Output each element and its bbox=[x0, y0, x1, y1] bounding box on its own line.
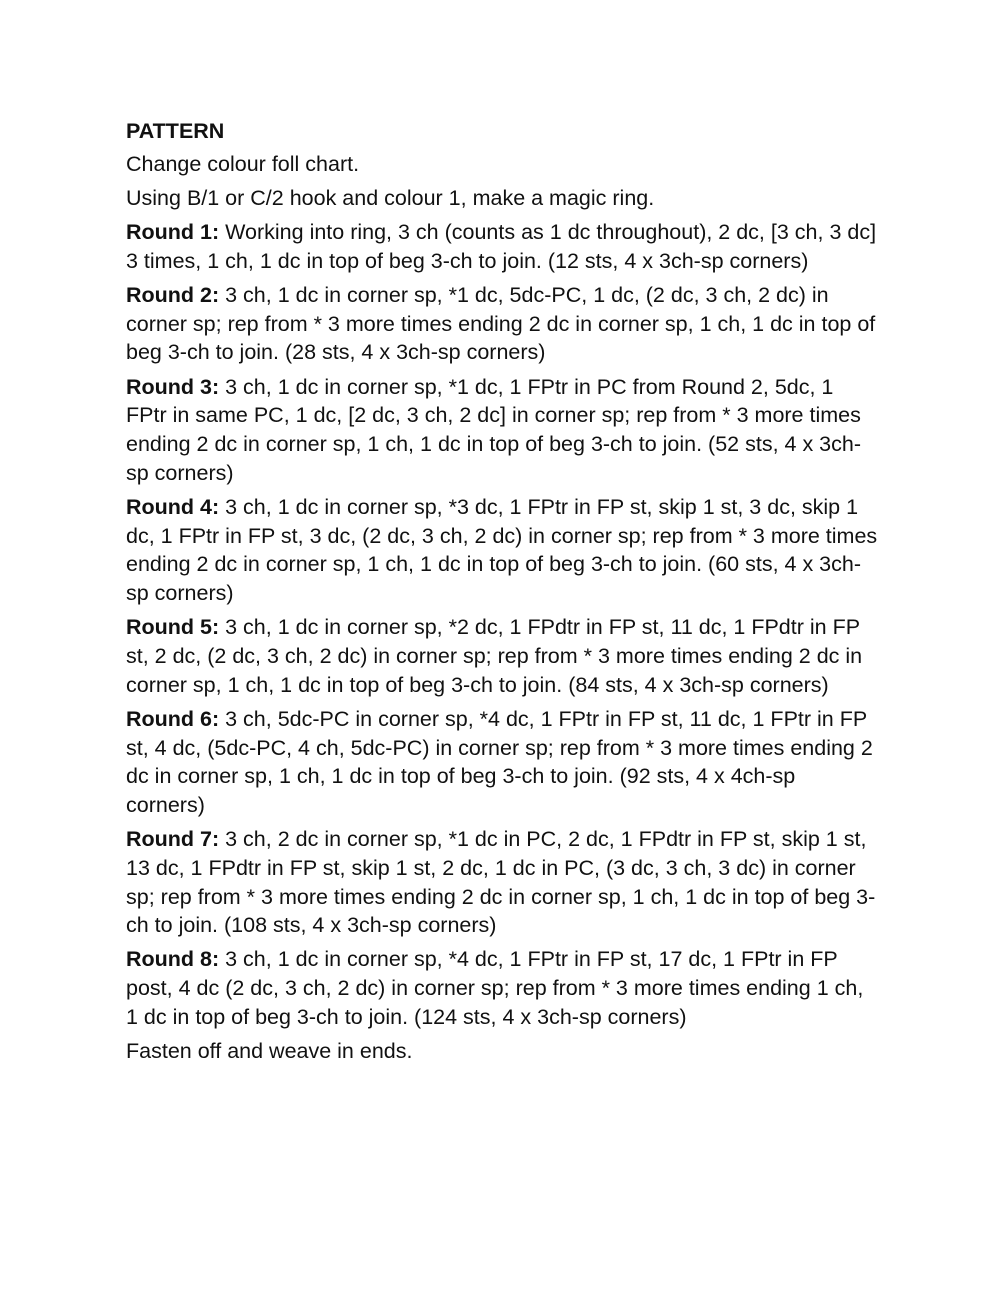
round-5 bbox=[126, 613, 878, 699]
round-label: Round 3: bbox=[126, 374, 220, 399]
round-label: Round 7: bbox=[126, 827, 220, 852]
round-label: Round 2: bbox=[126, 283, 220, 308]
round-7 bbox=[126, 825, 878, 940]
pattern-document bbox=[126, 117, 878, 1071]
round-8 bbox=[126, 945, 878, 1031]
closing-line: Fasten off and weave in ends. bbox=[126, 1039, 413, 1064]
round-instructions: 3 ch, 1 dc in corner sp, *1 dc, 1 FPtr in PC from Round 2, 5dc, 1 FPtr in same PC, 1 dc, [2 dc, 3 ch, 2 dc] in corner sp; rep from * 3 more times ending 2 dc in corner sp, 1 ch, 1 dc in top of beg 3-ch to join. (52 sts, 4 x 3ch-sp corners) bbox=[126, 374, 861, 485]
round-instructions: 3 ch, 5dc-PC in corner sp, *4 dc, 1 FPtr in FP st, 11 dc, 1 FPtr in FP st, 4 dc, (5dc-PC, 4 ch, 5dc-PC) in corner sp; rep from * 3 more times ending 2 dc in corner sp, 1 ch, 1 dc in top of beg 3-ch to join. (92 sts, 4 x 4ch-sp corners) bbox=[126, 706, 873, 817]
pattern-heading: PATTERN bbox=[126, 119, 225, 143]
round-label: Round 1: bbox=[126, 220, 220, 245]
intro-line-hook: Using B/1 or C/2 hook and colour 1, make a magic ring. bbox=[126, 185, 655, 210]
round-label: Round 6: bbox=[126, 706, 220, 731]
round-instructions: 3 ch, 1 dc in corner sp, *3 dc, 1 FPtr in FP st, skip 1 st, 3 dc, skip 1 dc, 1 FPtr in FP st, 3 dc, (2 dc, 3 ch, 2 dc) in corner sp; rep from * 3 more times ending 2 dc in corner sp, 1 ch, 1 dc in top of beg 3-ch to join. (60 sts, 4 x 3ch-sp corners) bbox=[126, 494, 878, 606]
round-label: Round 4: bbox=[126, 494, 220, 519]
round-1 bbox=[126, 218, 878, 275]
round-3 bbox=[126, 373, 878, 488]
round-instructions: 3 ch, 1 dc in corner sp, *2 dc, 1 FPdtr in FP st, 11 dc, 1 FPdtr in FP st, 2 dc, (2 dc, 3 ch, 2 dc) in corner sp; rep from * 3 more times ending 2 dc in corner sp, 1 ch, 1 dc in top of beg 3-ch to join. (84 sts, 4 x 3ch-sp corners) bbox=[126, 615, 863, 697]
round-2 bbox=[126, 281, 878, 367]
round-4 bbox=[126, 493, 878, 608]
round-label: Round 8: bbox=[126, 947, 220, 972]
round-instructions: 3 ch, 1 dc in corner sp, *4 dc, 1 FPtr in FP st, 17 dc, 1 FPtr in FP post, 4 dc (2 dc, 3 ch, 2 dc) in corner sp; rep from * 3 more times ending 1 ch, 1 dc in top of beg 3-ch to join. (124 sts, 4 x 3ch-sp corners) bbox=[126, 947, 864, 1029]
intro-line-colour: Change colour foll chart. bbox=[126, 151, 360, 176]
round-6 bbox=[126, 705, 878, 820]
round-instructions: 3 ch, 2 dc in corner sp, *1 dc in PC, 2 dc, 1 FPdtr in FP st, skip 1 st, 13 dc, 1 FPdtr in FP st, skip 1 st, 2 dc, 1 dc in PC, (3 dc, 3 ch, 3 dc) in corner sp; rep from * 3 more times ending 2 dc in corner sp, 1 ch, 1 dc in top of beg 3-ch to join. (108 sts, 4 x 3ch-sp corners) bbox=[126, 827, 876, 938]
round-label: Round 5: bbox=[126, 615, 220, 640]
round-instructions: 3 ch, 1 dc in corner sp, *1 dc, 5dc-PC, 1 dc, (2 dc, 3 ch, 2 dc) in corner sp; rep from * 3 more times ending 2 dc in corner sp, 1 ch, 1 dc in top of beg 3-ch to join. (28 sts, 4 x 3ch-sp corners) bbox=[126, 283, 876, 365]
round-instructions: Working into ring, 3 ch (counts as 1 dc throughout), 2 dc, [3 ch, 3 dc] 3 times, 1 ch, 1 dc in top of beg 3-ch to join. (12 sts, 4 x 3ch-sp corners) bbox=[126, 220, 877, 273]
